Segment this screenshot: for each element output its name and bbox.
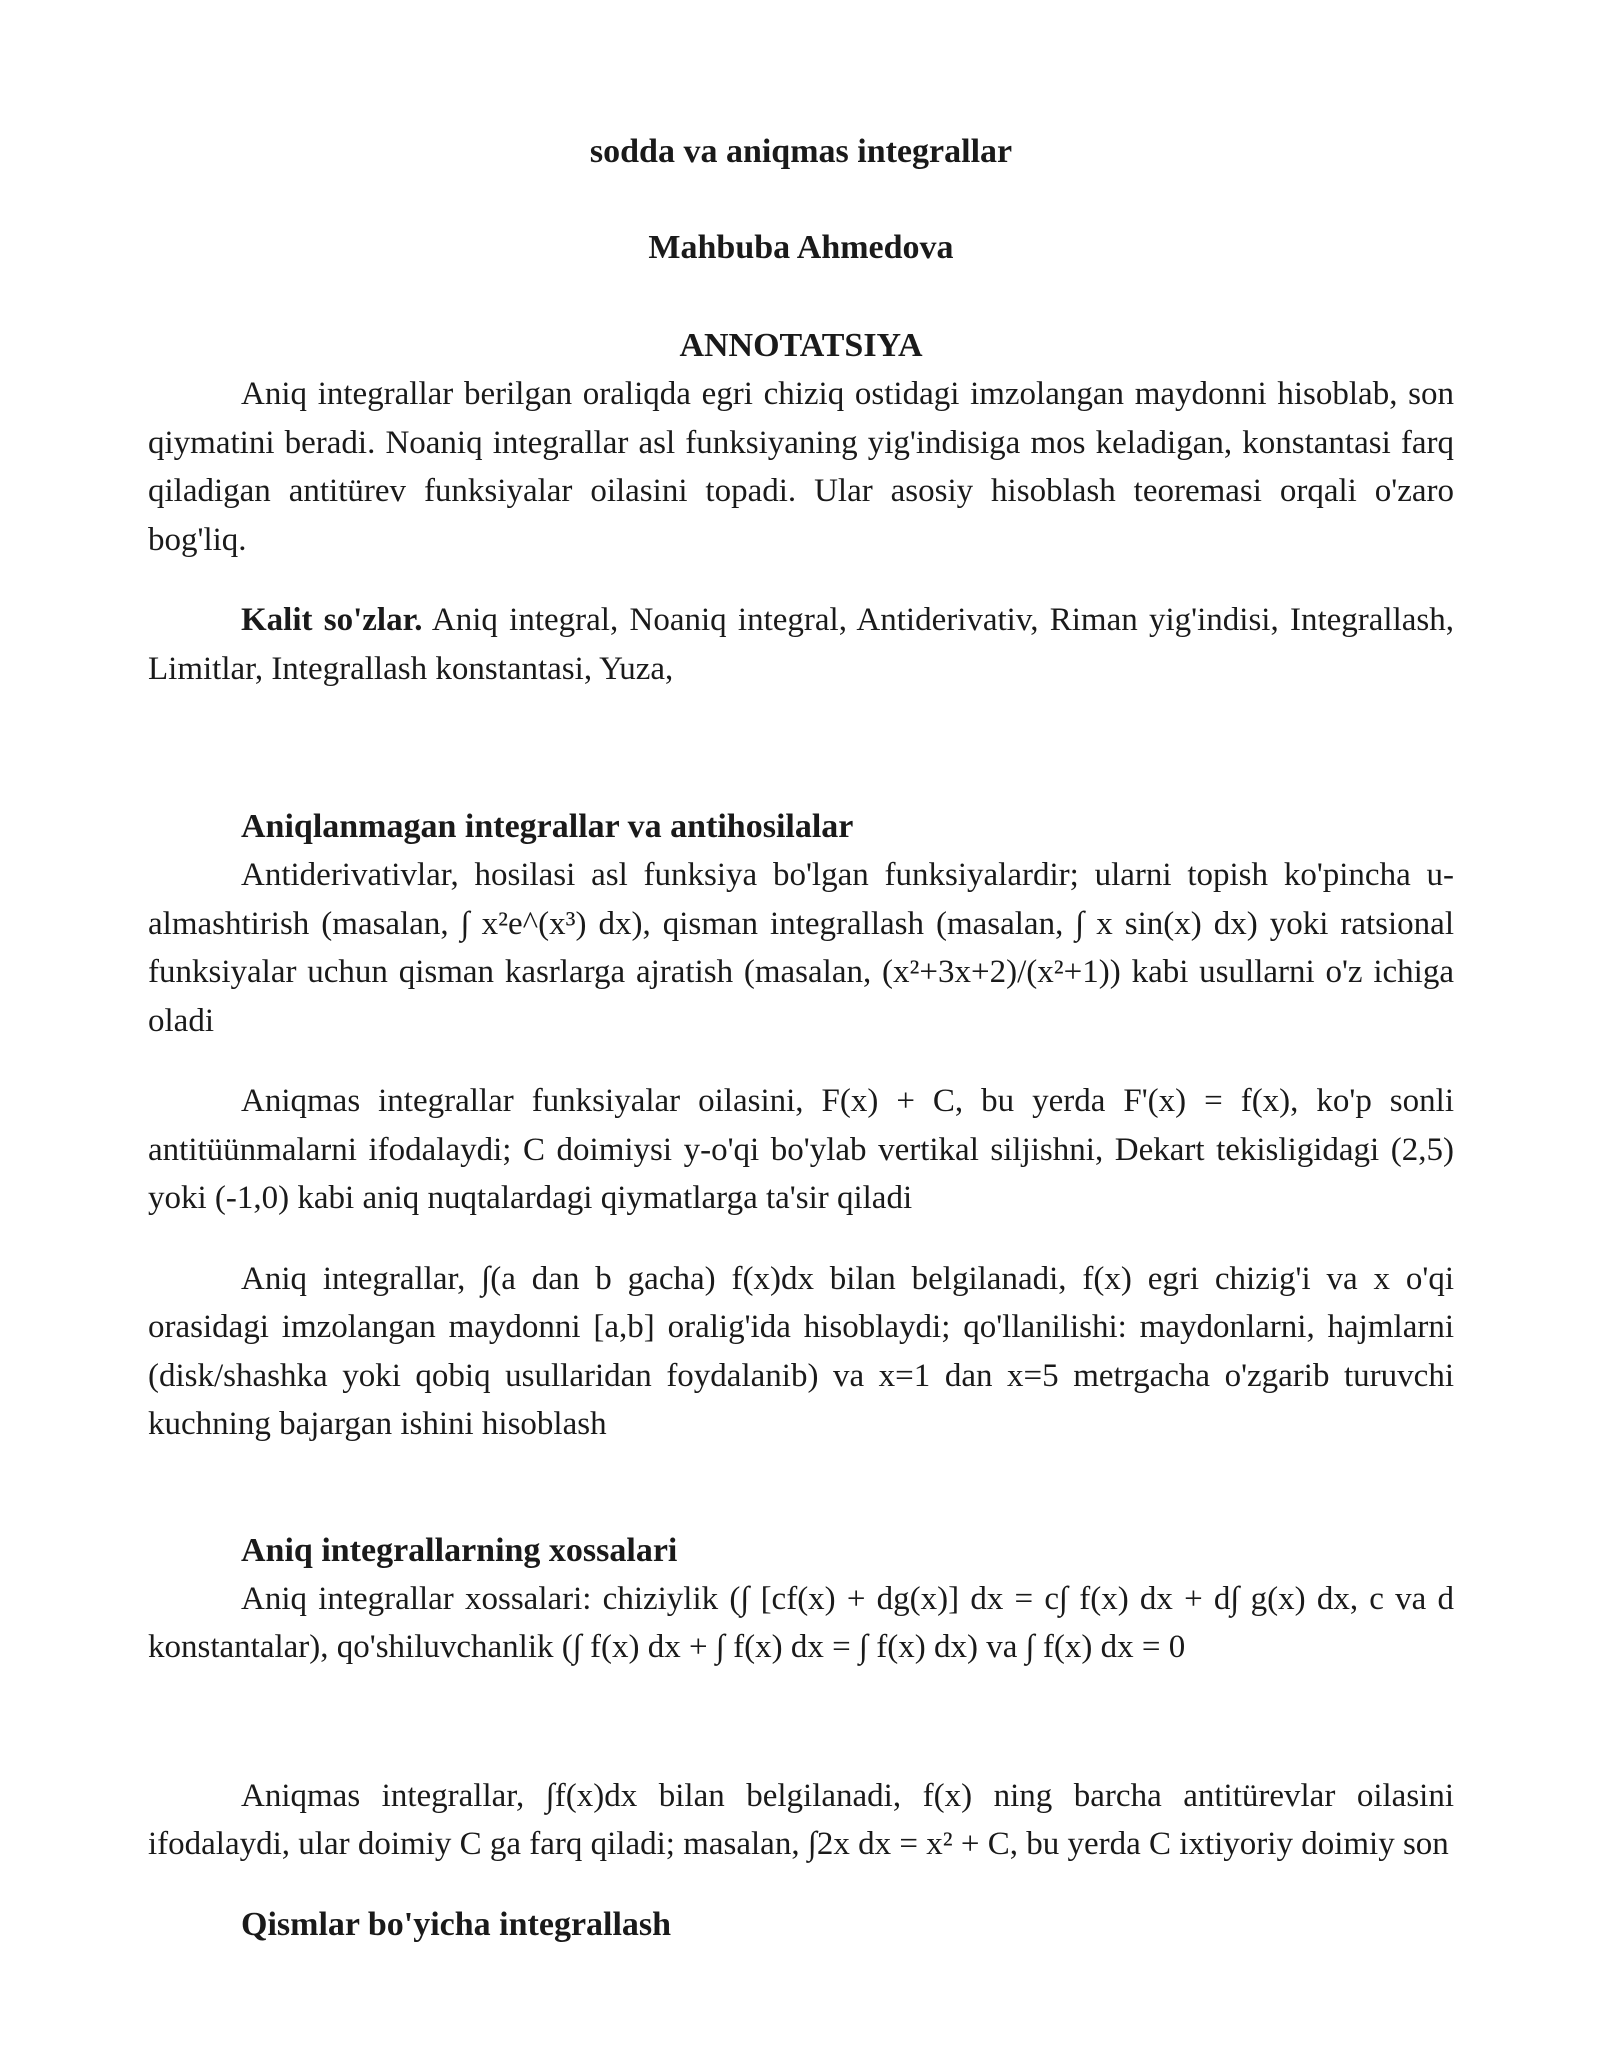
keywords-paragraph [148, 596, 1454, 693]
paragraph-antiderivatives: Antiderivativlar, hosilasi asl funksiya bo'lgan funksiyalardir; ularni topish ko'pincha u-almashtirish (masalan, ∫ x²e^(x³) dx), qisman integrallash (masalan, ∫ x sin(x) dx) yoki ratsional funksiyalar uchun qisman kasrlarga ajratish (masalan, (x²+3x+2)/(x²+1)) kabi usullarni o'z ichiga oladi [148, 857, 1454, 1039]
paragraph-properties: Aniq integrallar xossalari: chiziylik (∫ [cf(x) + dg(x)] dx = c∫ f(x) dx + d∫ g(x) dx, c va d konstantalar), qo'shiluvchanlik (∫ f(x) dx + ∫ f(x) dx = ∫ f(x) dx) va ∫ f(x) dx = 0 [148, 1580, 1454, 1665]
section-heading-integration-by-parts: Qismlar bo'yicha integrallash [241, 1905, 672, 1943]
paragraph-indefinite-notation: Aniqmas integrallar, ∫f(x)dx bilan belgilanadi, f(x) ning barcha antitürevlar oilasini ifodalaydi, ular doimiy C ga farq qiladi; masalan, ∫2x dx = x² + C, bu yerda C ixtiyoriy doimiy son [148, 1777, 1454, 1862]
keywords-text: Aniq integral, Noaniq integral, Antiderivativ, Riman yig'indisi, Integrallash, Limitlar, Integrallash konstantasi, Yuza, [148, 602, 1454, 687]
document-page [148, 128, 1454, 1949]
annotation-paragraph: Aniq integrallar berilgan oraliqda egri chiziq ostidagi imzolangan maydonni hisoblab, son qiymatini beradi. Noaniq integrallar asl funksiyaning yig'indisiga mos keladigan, konstantasi farq qiladigan antitürev funksiyalar oilasini topadi. Ular asosiy hisoblash teoremasi orqali o'zaro bog'liq. [148, 376, 1454, 558]
keywords-label: Kalit so'zlar. [241, 602, 423, 638]
section-heading-properties: Aniq integrallarning xossalari [241, 1531, 678, 1569]
document-author: Mahbuba Ahmedova [648, 229, 954, 266]
annotation-heading: ANNOTATSIYA [679, 327, 923, 364]
paragraph-definite-integrals: Aniq integrallar, ∫(a dan b gacha) f(x)dx bilan belgilanadi, f(x) egri chizig'i va x o'qi orasidagi imzolangan maydonni [a,b] oralig'ida hisoblaydi; qo'llanilishi: maydonlarni, hajmlarni (disk/shashka yoki qobiq usullaridan foydalanib) va x=1 dan x=5 metrgacha o'zgarib turuvchi kuchning bajargan ishini hisoblash [148, 1260, 1454, 1442]
paragraph-indefinite-family: Aniqmas integrallar funksiyalar oilasini, F(x) + C, bu yerda F'(x) = f(x), ko'p sonli antitüünmalarni ifodalaydi; C doimiysi y-o'qi bo'ylab vertikal siljishni, Dekart tekisligidagi (2,5) yoki (-1,0) kabi aniq nuqtalardagi qiymatlarga ta'sir qiladi [148, 1083, 1454, 1216]
section-heading-antiderivatives: Aniqlanmagan integrallar va antihosilalar [241, 808, 854, 845]
document-title: sodda va aniqmas integrallar [589, 133, 1013, 170]
